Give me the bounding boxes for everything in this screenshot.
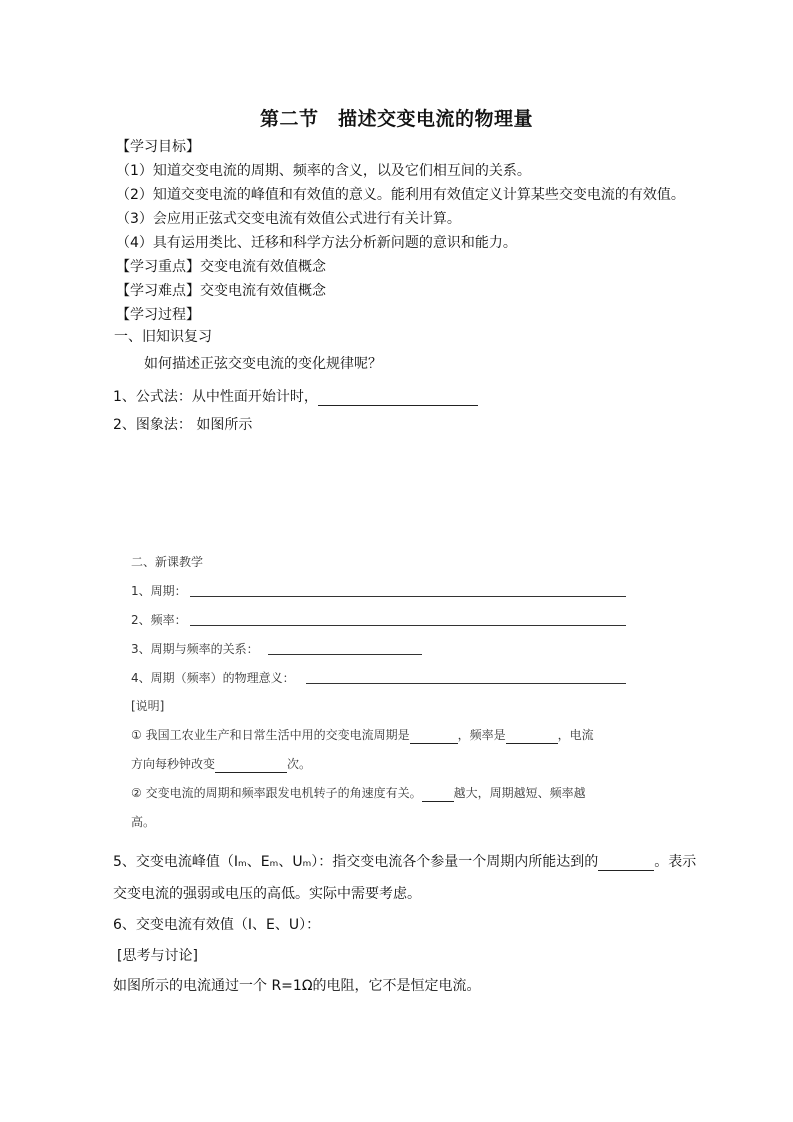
objectives-heading: 【学习目标】 <box>116 139 200 155</box>
note-2-line-1 <box>131 784 586 802</box>
process-heading: 【学习过程】 <box>116 307 200 323</box>
period-label: 1、周期： <box>131 584 187 598</box>
note-1-text-d: 方向每秒钟改变 <box>131 757 216 771</box>
objective-item-2: （2）知道交变电流的峰值和有效值的意义。能利用有效值定义计算某些交变电流的有效值。 <box>116 187 685 203</box>
peak-value-line-1 <box>113 853 696 871</box>
discussion-text: 如图所示的电流通过一个 R=1Ω的电阻，它不是恒定电流。 <box>113 978 481 994</box>
period-value-blank[interactable] <box>410 729 458 744</box>
frequency-value-blank[interactable] <box>506 729 558 744</box>
note-1-line-2 <box>131 755 311 773</box>
formula-method-label: 1、公式法：从中性面开始计时， <box>113 389 318 405</box>
peak-text-a: 5、交变电流峰值（Iₘ、Eₘ、Uₘ）：指交变电流各个参量一个周期内所能达到的 <box>113 854 599 870</box>
effective-value-heading: 6、交变电流有效值（I、E、U）： <box>113 917 321 933</box>
objective-item-1: （1）知道交变电流的周期、频率的含义，以及它们相互间的关系。 <box>116 163 531 179</box>
note-1-text-b: ，频率是 <box>457 728 506 742</box>
graph-method: 2、图象法： 如图所示 <box>113 417 253 433</box>
relation-blank[interactable] <box>268 654 422 655</box>
frequency-label: 2、频率： <box>131 613 187 627</box>
objective-item-3: （3）会应用正弦式交变电流有效值公式进行有关计算。 <box>116 211 461 227</box>
formula-blank[interactable] <box>318 391 478 406</box>
direction-change-blank[interactable] <box>215 758 287 773</box>
note-2-text-b: 越大，周期越短、频率越 <box>453 786 586 800</box>
review-question: 如何描述正弦交变电流的变化规律呢？ <box>144 356 382 372</box>
period-blank[interactable] <box>190 596 626 597</box>
note-1-text-c: ，电流 <box>557 728 594 742</box>
note-1-line-1 <box>131 726 594 744</box>
frequency-blank[interactable] <box>190 625 626 626</box>
note-1-text-e: 次。 <box>287 757 312 771</box>
peak-blank[interactable] <box>598 856 654 871</box>
formula-method <box>113 388 478 406</box>
key-point: 【学习重点】交变电流有效值概念 <box>116 259 326 275</box>
note-2-text-a: ② 交变电流的周期和频率跟发电机转子的角速度有关。 <box>131 786 422 800</box>
meaning-label: 4、周期（频率）的物理意义： <box>131 671 295 685</box>
peak-text-b: 。表示 <box>654 854 697 870</box>
discussion-heading: [思考与讨论] <box>117 948 198 964</box>
objective-item-4: （4）具有运用类比、迁移和科学方法分析新问题的意识和能力。 <box>116 235 517 251</box>
relation-label: 3、周期与频率的关系： <box>131 642 259 656</box>
meaning-blank[interactable] <box>306 683 626 684</box>
review-heading: 一、旧知识复习 <box>114 329 212 345</box>
note-heading: [说明] <box>131 699 165 713</box>
peak-value-line-2: 交变电流的强弱或电压的高低。实际中需要考虑。 <box>113 886 421 902</box>
note-2-line-2: 高。 <box>131 815 156 829</box>
difficulty: 【学习难点】交变电流有效值概念 <box>116 283 326 299</box>
angular-velocity-blank[interactable] <box>422 787 454 802</box>
new-lesson-heading: 二、新课教学 <box>131 555 204 569</box>
page-title: 第二节 描述交变电流的物理量 <box>259 108 533 130</box>
note-1-text-a: ① 我国工农业生产和日常生活中用的交变电流周期是 <box>131 728 410 742</box>
